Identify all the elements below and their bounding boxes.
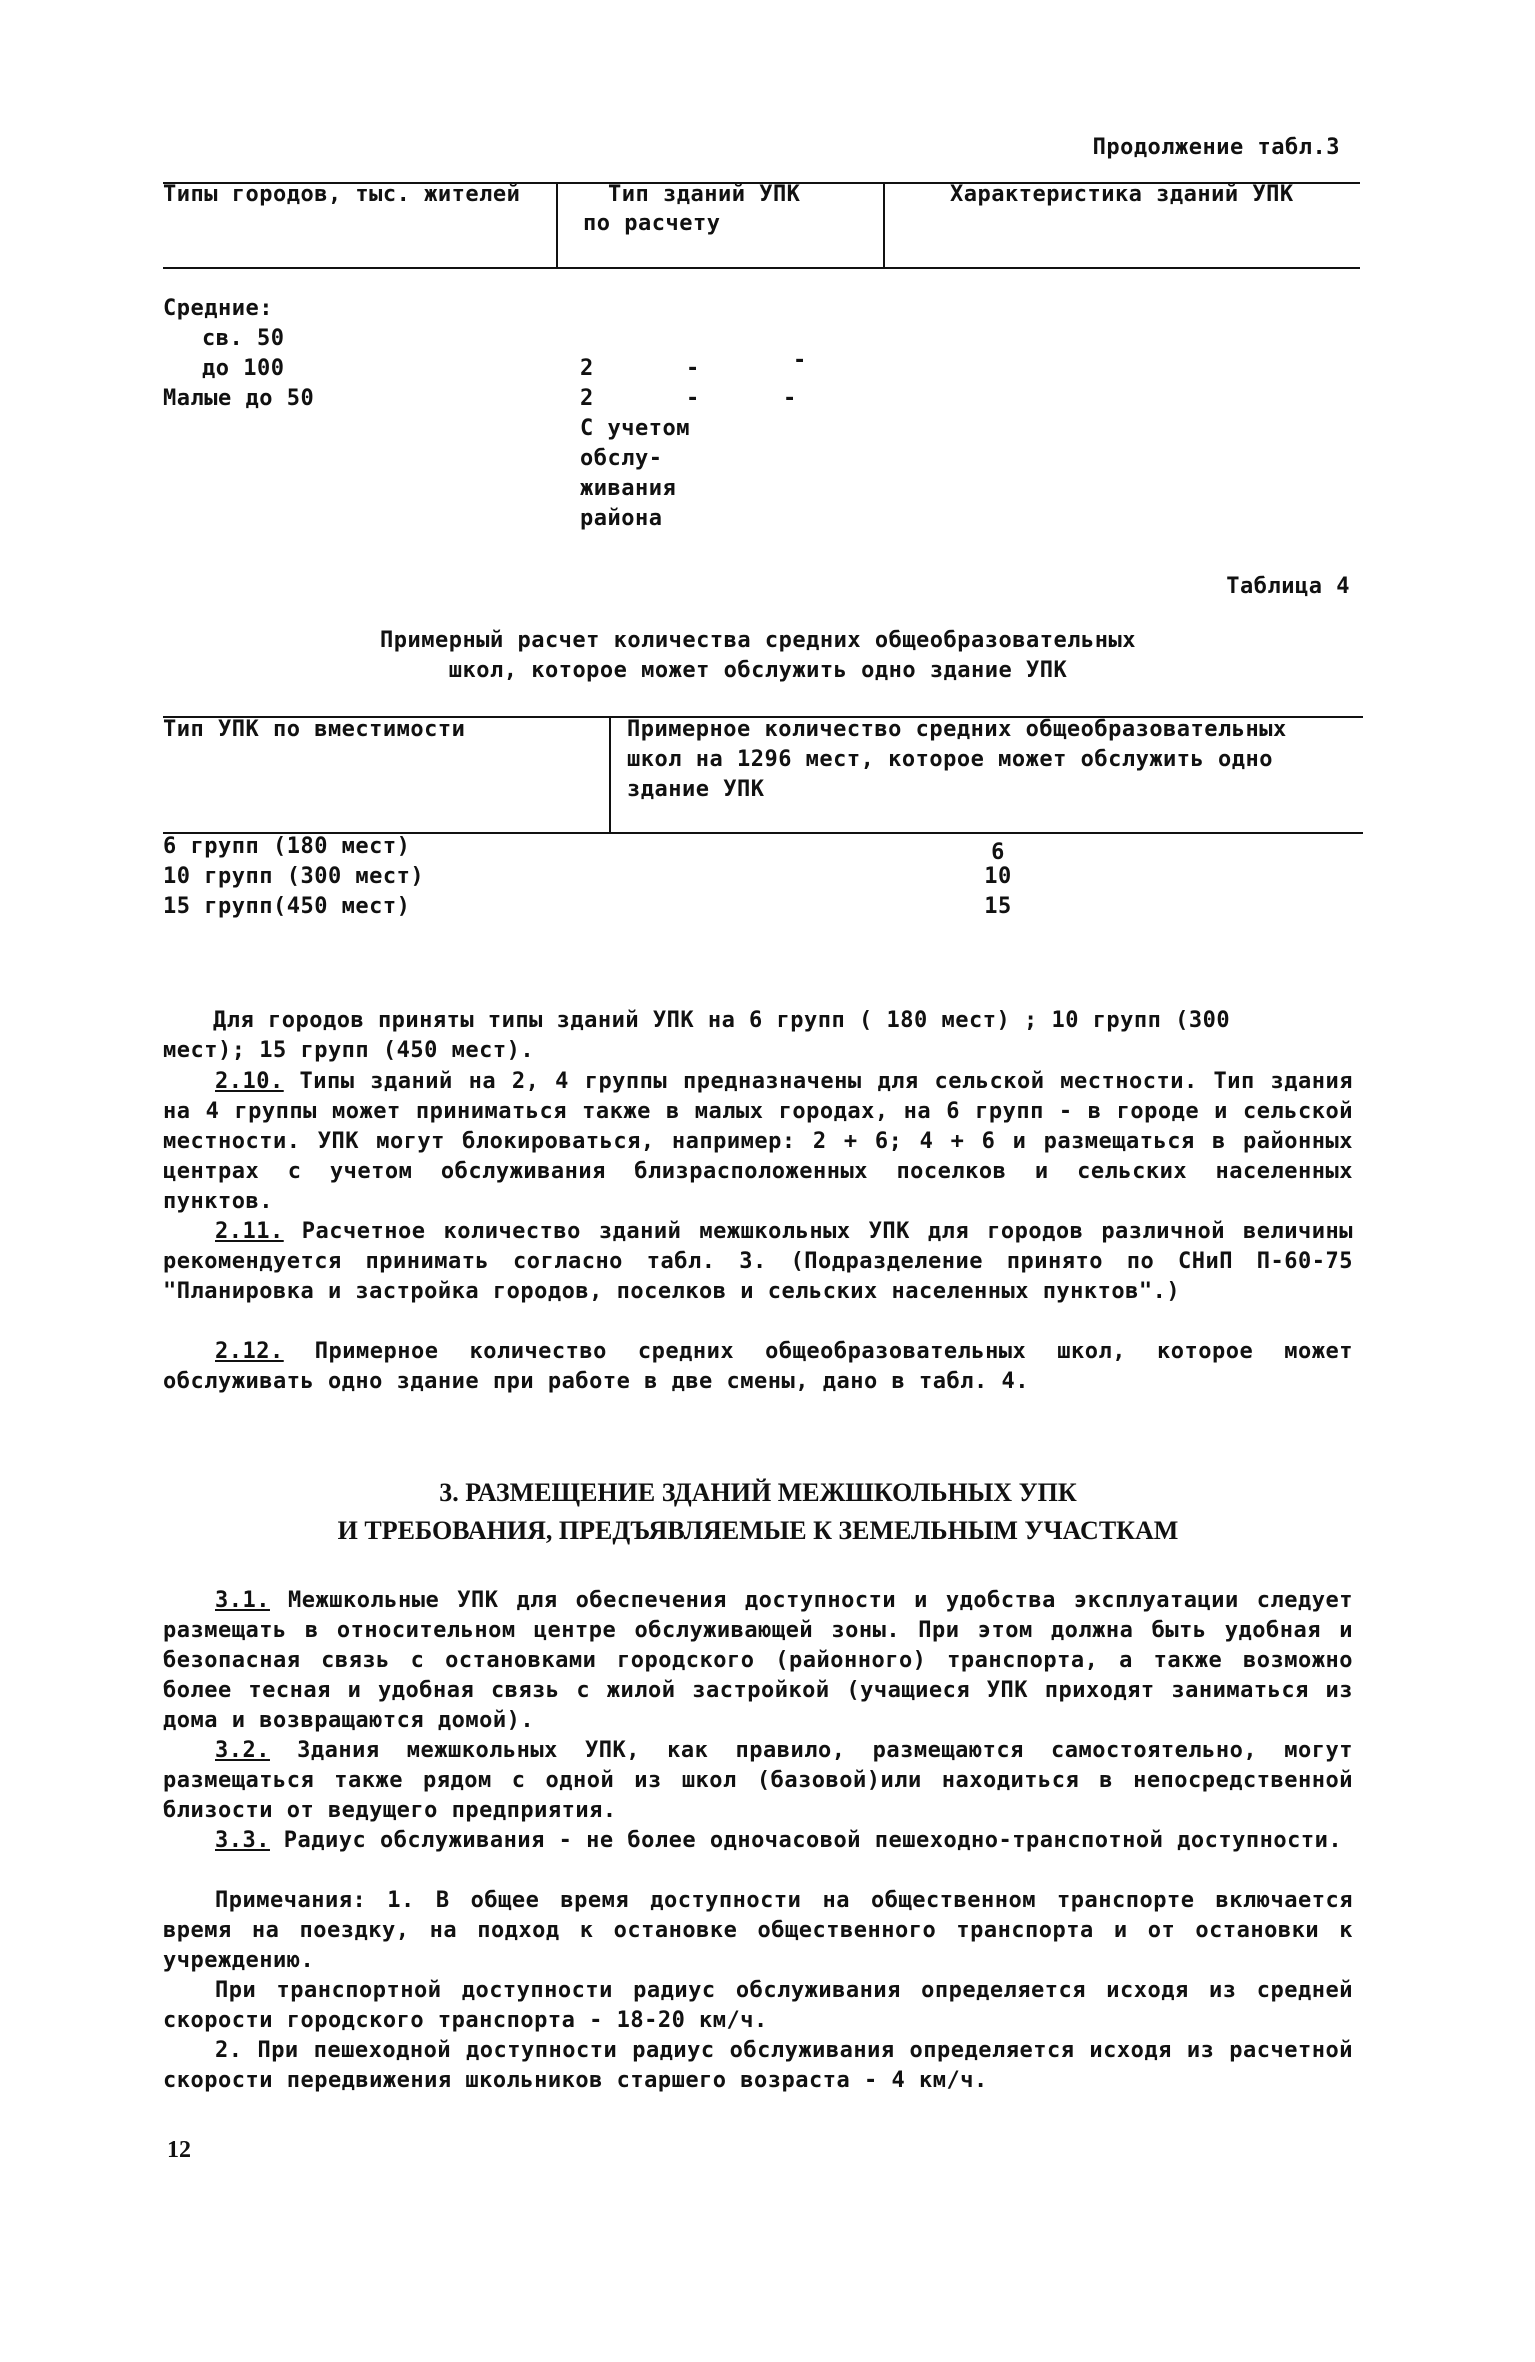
table4-caption-line2: школ, которое может обслужить одно здание УПК: [448, 658, 1068, 683]
para-3-2-number: 3.2.: [215, 1738, 270, 1763]
para-3-1: [163, 1586, 1353, 1736]
para-3-3-text: Радиус обслуживания - не более одночасовой пешеходно-транспотной доступности.: [269, 1828, 1343, 1853]
table3-header-type-line1: Тип зданий УПК: [608, 182, 801, 207]
table4-header-count-line1: Примерное количество средних общеобразовательных: [627, 717, 1287, 742]
section3-heading-line2: И ТРЕБОВАНИЯ, ПРЕДЪЯВЛЯЕМЫЕ К ЗЕМЕЛЬНЫМ УЧАСТКАМ: [337, 1516, 1179, 1545]
table4-header-count-line2: школ на 1296 мест, которое может обслужить одно: [627, 747, 1274, 772]
table3-row2-note-4: района: [580, 506, 663, 531]
para-2-10: [163, 1067, 1353, 1217]
table3-row1-city-line2: до 100: [202, 356, 285, 381]
table4-header-type: Тип УПК по вместимости: [163, 717, 466, 742]
table4-row3-count: 15: [984, 894, 1012, 919]
para-2-12-number: 2.12.: [215, 1339, 284, 1364]
para-2-12-text: Примерное количество средних общеобразовательных школ, которое может обслуживать одно здание при работе в две смены, дано в табл. 4.: [163, 1339, 1353, 1394]
para-3-3: [163, 1826, 1353, 1856]
table4-row2-type: 10 групп (300 мест): [163, 864, 425, 889]
notes-2: [163, 2036, 1353, 2096]
page-number: 12: [167, 2137, 191, 2163]
table3-group-label: Средние:: [163, 296, 273, 321]
para-2-11: [163, 1217, 1353, 1307]
section3-heading-line1: 3. РАЗМЕЩЕНИЕ ЗДАНИЙ МЕЖШКОЛЬНЫХ УПК: [439, 1478, 1077, 1507]
table4-row2-count: 10: [984, 864, 1012, 889]
table4-row1-count: 6: [991, 840, 1005, 865]
para-2-10-number: 2.10.: [215, 1069, 284, 1094]
para-types-line1: Для городов приняты типы зданий УПК на 6 групп ( 180 мест) ; 10 групп (300: [213, 1008, 1231, 1033]
table3-row2-note-3: живания: [580, 476, 677, 501]
para-3-2-text: Здания межшкольных УПК, как правило, размещаются самостоятельно, могут размещаться также рядом с одной из школ (базовой)или находиться в непосредственной близости от ведущего предприятия.: [163, 1738, 1353, 1823]
table3-row2-dash1: -: [686, 386, 700, 411]
para-3-1-number: 3.1.: [215, 1588, 270, 1613]
table3-row1-type: 2: [580, 356, 594, 381]
table3-col-divider-1: [556, 182, 558, 267]
table3-row2-note-1: С учетом: [580, 416, 690, 441]
table4-label: Таблица 4: [1226, 574, 1350, 599]
notes-1b: [163, 1976, 1353, 2036]
table3-row1-dash1: -: [686, 356, 700, 381]
notes-1b-text: При транспортной доступности радиус обслуживания определяется исходя из средней скорости городского транспорта - 18-20 км/ч.: [163, 1978, 1353, 2033]
table3-col-divider-2: [883, 182, 885, 267]
para-types-line2: мест); 15 групп (450 мест).: [163, 1038, 535, 1063]
para-2-10-text: Типы зданий на 2, 4 группы предназначены для сельской местности. Тип здания на 4 группы может приниматься также в малых городах, на 6 групп - в городе и сельской местности. УПК могут блокироваться, например: 2 + 6; 4 + 6 и размещаться в районных центрах с учетом обслуживания близрасположенных поселков и сельских населенных пунктов.: [163, 1069, 1353, 1214]
table3-continuation-label: Продолжение табл.3: [1092, 135, 1340, 160]
table4-col-divider: [609, 716, 611, 832]
para-3-1-text: Межшкольные УПК для обеспечения доступности и удобства эксплуатации следует размещать в относительном центре обслуживающей зоны. При этом должна быть удобная и безопасная связь с остановками городского (районного) транспорта, а также возможно более тесная и удобная связь с жилой застройкой (учащиеся УПК приходят заниматься из дома и возвращаются домой).: [163, 1588, 1353, 1733]
notes-1-text: 1. В общее время доступности на общественном транспорте включается время на поездку, на подход к остановке общественного транспорта и от остановки к учреждению.: [163, 1888, 1353, 1973]
table3-row2-dash2: -: [783, 386, 797, 411]
table4-caption-line1: Примерный расчет количества средних общеобразовательных: [380, 628, 1136, 653]
notes-2-text: 2. При пешеходной доступности радиус обслуживания определяется исходя из расчетной скорости передвижения школьников старшего возраста - 4 км/ч.: [163, 2038, 1353, 2093]
para-3-3-number: 3.3.: [215, 1828, 270, 1853]
table4-row3-type: 15 групп(450 мест): [163, 894, 411, 919]
notes-label: Примечания:: [215, 1888, 367, 1913]
table3-row2-city: Малые до 50: [163, 386, 315, 411]
table3-row1-city-line1: св. 50: [202, 326, 285, 351]
table3-header-type-line2: по расчету: [583, 211, 721, 236]
table3-row1-dash2: -: [793, 348, 807, 373]
table3-header-cities: Типы городов, тыс. жителей: [163, 182, 521, 207]
notes-1: [163, 1886, 1353, 1976]
table3-header-rule: [163, 267, 1360, 269]
table4-header-count-line3: здание УПК: [627, 777, 765, 802]
para-2-11-text: Расчетное количество зданий межшкольных УПК для городов различной величины рекомендуется принимать согласно табл. 3. (Подразделение принято по СНиП П-60-75 "Планировка и застройка городов, поселков и сельских населенных пунктов".): [163, 1219, 1353, 1304]
para-2-12: [163, 1337, 1353, 1397]
table3-row2-note-2: обслу-: [580, 446, 663, 471]
table4-row1-type: 6 групп (180 мест): [163, 834, 411, 859]
table3-row2-type: 2: [580, 386, 594, 411]
para-3-2: [163, 1736, 1353, 1826]
para-2-11-number: 2.11.: [215, 1219, 284, 1244]
table3-header-characteristics: Характеристика зданий УПК: [950, 182, 1294, 207]
